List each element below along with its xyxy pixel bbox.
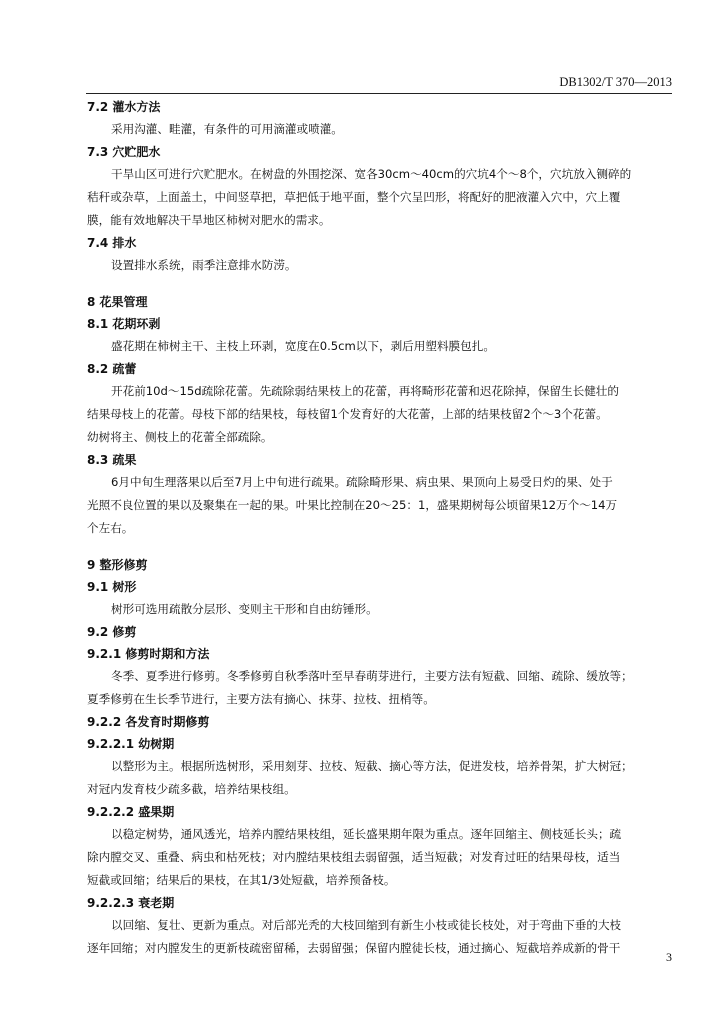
paragraph-line: 6月中旬生理落果以后至7月上中旬进行疏果。疏除畸形果、病虫果、果顶向上易受日灼的果、处于 bbox=[111, 475, 613, 489]
paragraph-line: 短截或回缩；结果后的果枝，在其1/3处短截，培养预备枝。 bbox=[87, 873, 396, 887]
section-heading: 9.2.1 修剪时期和方法 bbox=[87, 647, 210, 661]
paragraph-line: 逐年回缩；对内膛发生的更新枝疏密留稀，去弱留强；保留内膛徒长枝，通过摘心、短截培养成新的骨干 bbox=[87, 941, 621, 955]
document-body bbox=[87, 96, 672, 960]
document-code: DB1302/T 370—2013 bbox=[559, 75, 672, 89]
section-heading: 9.2.2.2 盛果期 bbox=[87, 805, 175, 819]
paragraph-line: 结果母枝上的花蕾。母枝下部的结果枝，每枝留1个发育好的大花蕾，上部的结果枝留2个～3个花蕾。 bbox=[87, 407, 608, 421]
header-rule bbox=[86, 93, 672, 94]
section-heading: 9.2 修剪 bbox=[87, 625, 137, 639]
body-paragraph bbox=[87, 163, 672, 232]
section-heading: 9.2.2.3 衰老期 bbox=[87, 896, 175, 910]
paragraph-line: 以整形为主。根据所选树形，采用刻芽、拉枝、短截、摘心等方法，促进发枝，培养骨架，扩大树冠； bbox=[111, 759, 633, 773]
paragraph-line: 以回缩、复壮、更新为重点。对后部光秃的大枝回缩到有新生小枝或徒长枝处，对于弯曲下垂的大枝 bbox=[111, 918, 622, 932]
paragraph-line: 干旱山区可进行穴贮肥水。在树盘的外围挖深、宽各30cm～40cm的穴坑4个～8个，穴坑放入铡碎的 bbox=[111, 167, 632, 181]
paragraph-line: 幼树将主、侧枝上的花蕾全部疏除。 bbox=[87, 430, 273, 444]
section-heading: 7.4 排水 bbox=[87, 236, 137, 250]
paragraph-line: 光照不良位置的果以及聚集在一起的果。叶果比控制在20～25：1，盛果期树每公顷留果12万个～14万 bbox=[87, 498, 618, 512]
paragraph-line: 秸秆或杂草，上面盖土，中间竖草把，草把低于地平面，整个穴呈凹形，将配好的肥液灌入穴中，穴上覆 bbox=[87, 190, 621, 204]
section-heading: 9.2.2 各发育时期修剪 bbox=[87, 715, 210, 729]
paragraph-line: 设置排水系统，雨季注意排水防涝。 bbox=[111, 258, 297, 272]
section-heading: 7.2 灌水方法 bbox=[87, 100, 161, 114]
paragraph-line: 盛花期在柿树主干、主枝上环剥，宽度在0.5cm以下，剥后用塑料膜包扎。 bbox=[111, 339, 495, 353]
paragraph-line: 冬季、夏季进行修剪。冬季修剪自秋季落叶至早春萌芽进行，主要方法有短截、回缩、疏除、缓放等； bbox=[111, 669, 633, 683]
paragraph-line: 树形可选用疏散分层形、变则主干形和自由纺锤形。 bbox=[111, 602, 378, 616]
body-paragraph bbox=[87, 118, 672, 141]
section-heading: 8.2 疏蕾 bbox=[87, 362, 137, 376]
paragraph-line: 对冠内发育枝少疏多截，培养结果枝组。 bbox=[87, 782, 296, 796]
body-paragraph bbox=[87, 914, 672, 960]
section-heading: 8.1 花期环剥 bbox=[87, 317, 161, 331]
page-number: 3 bbox=[666, 950, 672, 964]
body-paragraph bbox=[87, 254, 672, 277]
section-spacer bbox=[87, 277, 672, 291]
body-paragraph bbox=[87, 335, 672, 358]
body-paragraph bbox=[87, 665, 672, 711]
section-heading: 8 花果管理 bbox=[87, 295, 148, 309]
body-paragraph bbox=[87, 823, 672, 892]
body-paragraph bbox=[87, 755, 672, 801]
section-heading: 9 整形修剪 bbox=[87, 558, 148, 572]
body-paragraph bbox=[87, 598, 672, 621]
paragraph-line: 除内膛交叉、重叠、病虫和枯死枝；对内膛结果枝组去弱留强，适当短截；对发育过旺的结果母枝，适当 bbox=[87, 850, 621, 864]
section-heading: 7.3 穴贮肥水 bbox=[87, 145, 161, 159]
paragraph-line: 个左右。 bbox=[87, 521, 134, 535]
section-heading: 9.1 树形 bbox=[87, 580, 137, 594]
paragraph-line: 以稳定树势，通风透光，培养内膛结果枝组，延长盛果期年限为重点。逐年回缩主、侧枝延长头；疏 bbox=[111, 827, 622, 841]
paragraph-line: 夏季修剪在生长季节进行，主要方法有摘心、抹芽、拉枝、扭梢等。 bbox=[87, 692, 435, 706]
body-paragraph bbox=[87, 380, 672, 449]
section-spacer bbox=[87, 540, 672, 554]
paragraph-line: 开花前10d～15d疏除花蕾。先疏除弱结果枝上的花蕾，再将畸形花蕾和迟花除掉，保留生长健壮的 bbox=[111, 384, 619, 398]
section-heading: 8.3 疏果 bbox=[87, 453, 137, 467]
section-heading: 9.2.2.1 幼树期 bbox=[87, 737, 175, 751]
body-paragraph bbox=[87, 471, 672, 540]
paragraph-line: 膜，能有效地解决干旱地区柿树对肥水的需求。 bbox=[87, 213, 331, 227]
paragraph-line: 采用沟灌、畦灌，有条件的可用滴灌或喷灌。 bbox=[111, 122, 343, 136]
